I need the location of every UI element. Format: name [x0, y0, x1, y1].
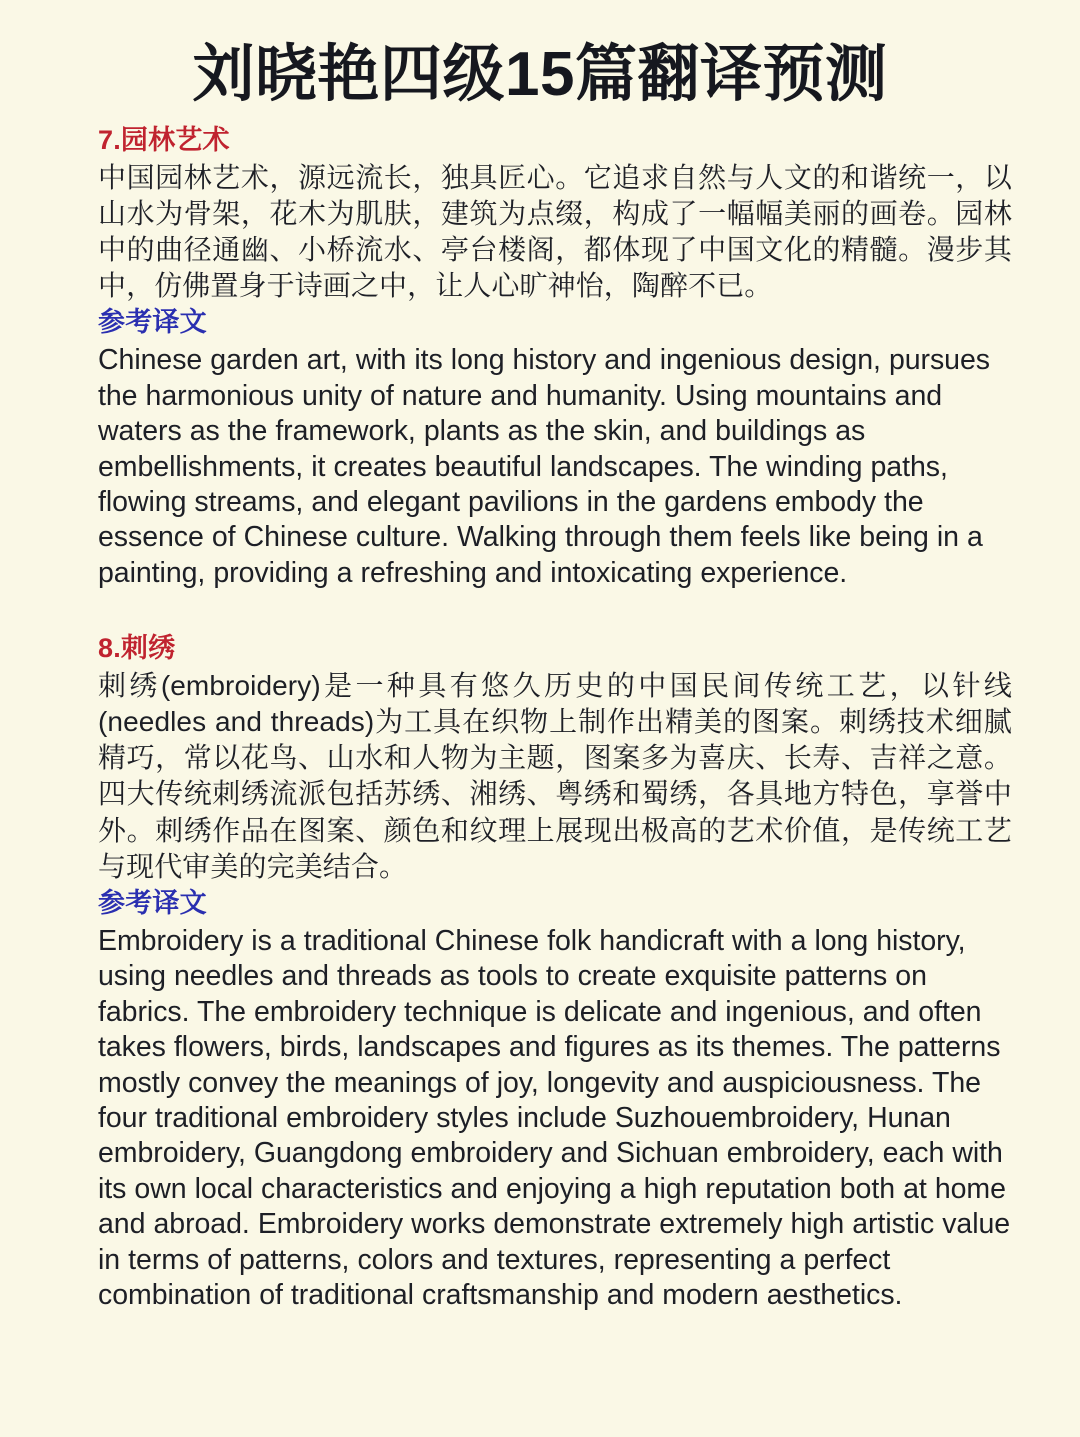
reference-translation-label: 参考译文	[98, 307, 207, 338]
chinese-passage: 中国园林艺术，源远流长，独具匠心。它追求自然与人文的和谐统一，以山水为骨架，花木为肌肤，建筑为点缀，构成了一幅幅美丽的画卷。园林中的曲径通幽、小桥流水、亭台楼阁，都体现了中国文化的精髓。漫步其中，仿佛置身于诗画之中，让人心旷神怡，陶醉不已。	[98, 161, 1012, 302]
chinese-passage: 刺绣(embroidery)是一种具有悠久历史的中国民间传统工艺，以针线(needles and threads)为工具在织物上制作出精美的图案。刺绣技术细腻精巧，常以花鸟、山水和人物为主题，图案多为喜庆、长寿、吉祥之意。四大传统刺绣流派包括苏绣、湘绣、粤绣和蜀绣，各具地方特色，享誉中外。刺绣作品在图案、颜色和纹理上展现出极高的艺术价值，是传统工艺与现代审美的完美结合。	[98, 669, 1012, 882]
section-heading: 8.刺绣	[98, 633, 176, 664]
page-title: 刘晓艳四级15篇翻译预测	[192, 40, 888, 109]
section-embroidery	[98, 631, 1012, 1313]
english-translation: Chinese garden art, with its long history and ingenious design, pursues the harmonious unity of nature and humanity. Using mountains and waters as the framework, plants as the skin, and buildings as embellishments, it creates beautiful landscapes. The winding paths, flowing streams, and elegant pavilions in the gardens embody the essence of Chinese culture. Walking through them feels like being in a painting, providing a refreshing and intoxicating experience.	[98, 344, 990, 589]
section-heading: 7.园林艺术	[98, 124, 230, 155]
reference-translation-label: 参考译文	[98, 887, 207, 918]
section-garden-art	[98, 123, 1012, 591]
english-translation: Embroidery is a traditional Chinese folk handicraft with a long history, using needles and threads as tools to create exquisite patterns on fabrics. The embroidery technique is delicate and ingenious, and often takes flowers, birds, landscapes and figures as its themes. The patterns mostly convey the meanings of joy, longevity and auspiciousness. The four traditional embroidery styles include Suzhouembroidery, Hunan embroidery, Guangdong embroidery and Sichuan embroidery, each with its own local characteristics and enjoying a high reputation both at home and abroad. Embroidery works demonstrate extremely high artistic value in terms of patterns, colors and textures, representing a perfect combination of traditional craftsmanship and modern aesthetics.	[98, 924, 1011, 1311]
